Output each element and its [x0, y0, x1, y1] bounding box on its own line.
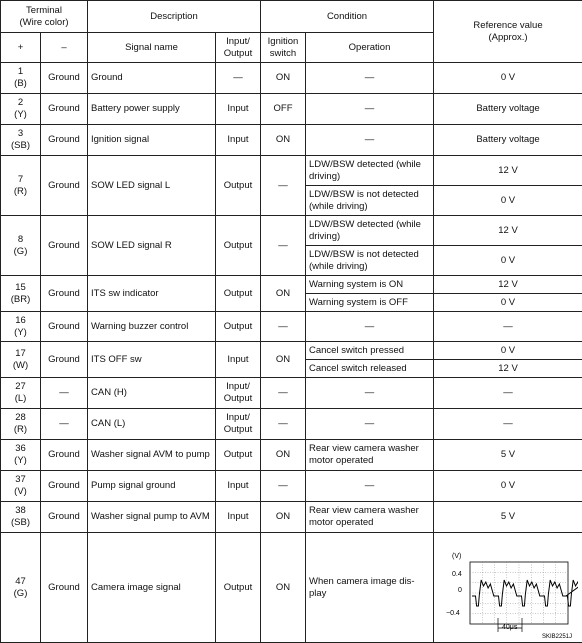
signal-name: Warning buzzer control	[88, 312, 216, 342]
wire-color: (W)	[4, 360, 37, 372]
reference-value: 5 V	[434, 440, 582, 471]
terminal-minus: Ground	[41, 440, 88, 471]
terminal-minus: —	[41, 409, 88, 440]
operation: —	[306, 409, 434, 440]
signal-name: Camera image signal	[88, 533, 216, 643]
wire-color: (R)	[4, 186, 37, 198]
table-row	[1, 440, 582, 471]
ignition-switch: —	[261, 471, 306, 502]
ignition-switch: —	[261, 216, 306, 276]
terminal-cell	[1, 312, 41, 342]
wire-color: (BR)	[4, 294, 37, 306]
terminal-number: 16	[4, 315, 37, 327]
ignition-switch: ON	[261, 63, 306, 94]
waveform-time-label: 40μs	[502, 624, 518, 631]
header-terminal	[1, 1, 88, 33]
signal-name: ITS sw indicator	[88, 276, 216, 312]
table-row	[1, 502, 582, 533]
table-row	[1, 156, 582, 186]
reference-value-waveform	[434, 533, 582, 643]
header-input-output	[216, 33, 261, 63]
terminal-number: 1	[4, 66, 37, 78]
operation: Cancel switch pressed	[306, 342, 434, 360]
input-output: Input	[216, 471, 261, 502]
header-reference-line1: Reference value	[437, 20, 579, 32]
wire-color: (B)	[4, 78, 37, 90]
header-signal-name: Signal name	[88, 33, 216, 63]
operation: LDW/BSW is not detected (while driving)	[306, 246, 434, 276]
wire-color: (SB)	[4, 140, 37, 152]
operation: Rear view camera washer motor operated	[306, 440, 434, 471]
header-reference-line2: (Approx.)	[437, 32, 579, 44]
ignition-switch: —	[261, 312, 306, 342]
reference-value: 0 V	[434, 63, 582, 94]
terminal-minus: Ground	[41, 471, 88, 502]
terminal-cell	[1, 276, 41, 312]
wire-color: (G)	[4, 588, 37, 600]
terminal-number: 27	[4, 381, 37, 393]
reference-value: Battery voltage	[434, 125, 582, 156]
header-condition: Condition	[261, 1, 434, 33]
waveform-figure-id: SKIB2251J	[542, 634, 572, 640]
wire-color: (R)	[4, 424, 37, 436]
terminal-cell	[1, 502, 41, 533]
operation: —	[306, 378, 434, 409]
terminal-cell	[1, 63, 41, 94]
operation: Cancel switch released	[306, 360, 434, 378]
header-operation: Operation	[306, 33, 434, 63]
reference-value: 0 V	[434, 186, 582, 216]
reference-value: 0 V	[434, 342, 582, 360]
terminal-number: 15	[4, 282, 37, 294]
table-header	[1, 1, 582, 63]
table-row	[1, 312, 582, 342]
signal-name: CAN (H)	[88, 378, 216, 409]
reference-value: Battery voltage	[434, 94, 582, 125]
wire-color: (Y)	[4, 327, 37, 339]
ignition-switch: ON	[261, 440, 306, 471]
signal-name: Battery power supply	[88, 94, 216, 125]
input-output: Input	[216, 125, 261, 156]
terminal-number: 47	[4, 576, 37, 588]
header-ign-line2: switch	[264, 48, 302, 60]
table-row	[1, 125, 582, 156]
table-row	[1, 216, 582, 246]
wire-color: (G)	[4, 246, 37, 258]
wire-color: (Y)	[4, 455, 37, 467]
reference-value: 0 V	[434, 246, 582, 276]
terminal-number: 7	[4, 174, 37, 186]
terminal-minus: Ground	[41, 342, 88, 378]
input-output: Input	[216, 502, 261, 533]
operation: —	[306, 471, 434, 502]
terminal-number: 8	[4, 234, 37, 246]
reference-value: 12 V	[434, 276, 582, 294]
operation: —	[306, 63, 434, 94]
waveform-unit-label: (V)	[452, 553, 461, 560]
operation: Rear view camera washer motor operated	[306, 502, 434, 533]
terminal-cell	[1, 533, 41, 643]
input-output: Output	[216, 276, 261, 312]
signal-name: ITS OFF sw	[88, 342, 216, 378]
operation: —	[306, 94, 434, 125]
waveform-grid-lines	[470, 562, 568, 624]
signal-name: Washer signal AVM to pump	[88, 440, 216, 471]
ignition-switch: ON	[261, 125, 306, 156]
table-row	[1, 94, 582, 125]
terminal-cell	[1, 216, 41, 276]
input-output: Input/ Output	[216, 378, 261, 409]
reference-value: 0 V	[434, 294, 582, 312]
reference-value: —	[434, 312, 582, 342]
waveform-tick-zero: 0	[458, 587, 462, 594]
input-output: Input	[216, 342, 261, 378]
terminal-cell	[1, 156, 41, 216]
header-plus: +	[1, 33, 41, 63]
wire-color: (V)	[4, 486, 37, 498]
wire-color: (Y)	[4, 109, 37, 121]
operation: Warning system is ON	[306, 276, 434, 294]
header-ignition-switch	[261, 33, 306, 63]
reference-value: 0 V	[434, 471, 582, 502]
waveform-tick-bottom: −0.4	[446, 610, 460, 617]
input-output: Input	[216, 94, 261, 125]
input-output: —	[216, 63, 261, 94]
wire-color: (L)	[4, 393, 37, 405]
terminal-cell	[1, 471, 41, 502]
input-output: Output	[216, 312, 261, 342]
reference-value: 12 V	[434, 360, 582, 378]
ignition-switch: —	[261, 378, 306, 409]
header-io-line2: Output	[219, 48, 257, 60]
reference-value: —	[434, 409, 582, 440]
header-description: Description	[88, 1, 261, 33]
signal-name: Washer signal pump to AVM	[88, 502, 216, 533]
terminal-minus: Ground	[41, 276, 88, 312]
terminal-minus: —	[41, 378, 88, 409]
terminal-minus: Ground	[41, 125, 88, 156]
table-row	[1, 276, 582, 294]
table-row	[1, 342, 582, 360]
reference-value: —	[434, 378, 582, 409]
terminal-cell	[1, 94, 41, 125]
terminal-minus: Ground	[41, 156, 88, 216]
table-body	[1, 63, 582, 643]
operation: LDW/BSW detected (while driving)	[306, 156, 434, 186]
terminal-cell	[1, 409, 41, 440]
ignition-switch: ON	[261, 502, 306, 533]
terminal-number: 2	[4, 97, 37, 109]
operation: LDW/BSW detected (while driving)	[306, 216, 434, 246]
header-reference-value	[434, 1, 582, 63]
operation: —	[306, 125, 434, 156]
header-ign-line1: Ignition	[264, 36, 302, 48]
ignition-switch: ON	[261, 533, 306, 643]
terminal-cell	[1, 342, 41, 378]
table-row	[1, 378, 582, 409]
terminal-minus: Ground	[41, 216, 88, 276]
table-row	[1, 471, 582, 502]
operation: When camera image dis-play	[306, 533, 434, 643]
ignition-switch: ON	[261, 276, 306, 312]
ignition-switch: OFF	[261, 94, 306, 125]
header-terminal-line1: Terminal	[4, 5, 84, 17]
reference-value: 12 V	[434, 156, 582, 186]
header-minus: –	[41, 33, 88, 63]
terminal-number: 17	[4, 348, 37, 360]
header-io-line1: Input/	[219, 36, 257, 48]
signal-name: Ground	[88, 63, 216, 94]
ignition-switch: —	[261, 409, 306, 440]
reference-value: 12 V	[434, 216, 582, 246]
terminal-minus: Ground	[41, 94, 88, 125]
operation: LDW/BSW is not detected (while driving)	[306, 186, 434, 216]
reference-value: 5 V	[434, 502, 582, 533]
terminal-cell	[1, 125, 41, 156]
terminal-number: 36	[4, 443, 37, 455]
input-output: Output	[216, 156, 261, 216]
operation: Warning system is OFF	[306, 294, 434, 312]
terminal-minus: Ground	[41, 502, 88, 533]
wire-color: (SB)	[4, 517, 37, 529]
signal-name: CAN (L)	[88, 409, 216, 440]
signal-name: SOW LED signal L	[88, 156, 216, 216]
ignition-switch: ON	[261, 342, 306, 378]
operation: —	[306, 312, 434, 342]
input-output: Input/ Output	[216, 409, 261, 440]
terminal-number: 38	[4, 505, 37, 517]
terminal-minus: Ground	[41, 312, 88, 342]
terminal-cell	[1, 440, 41, 471]
signal-name: SOW LED signal R	[88, 216, 216, 276]
terminal-cell	[1, 378, 41, 409]
signal-name: Pump signal ground	[88, 471, 216, 502]
table-row	[1, 63, 582, 94]
terminal-number: 3	[4, 128, 37, 140]
signal-name: Ignition signal	[88, 125, 216, 156]
input-output: Output	[216, 440, 261, 471]
terminal-number: 28	[4, 412, 37, 424]
table-row	[1, 409, 582, 440]
header-terminal-line2: (Wire color)	[4, 17, 84, 29]
ignition-switch: —	[261, 156, 306, 216]
input-output: Output	[216, 216, 261, 276]
table-row	[1, 533, 582, 643]
terminal-minus: Ground	[41, 63, 88, 94]
terminal-minus: Ground	[41, 533, 88, 643]
terminal-number: 37	[4, 474, 37, 486]
waveform-tick-top: 0.4	[452, 571, 462, 578]
input-output: Output	[216, 533, 261, 643]
oscilloscope-waveform-figure	[438, 536, 578, 640]
